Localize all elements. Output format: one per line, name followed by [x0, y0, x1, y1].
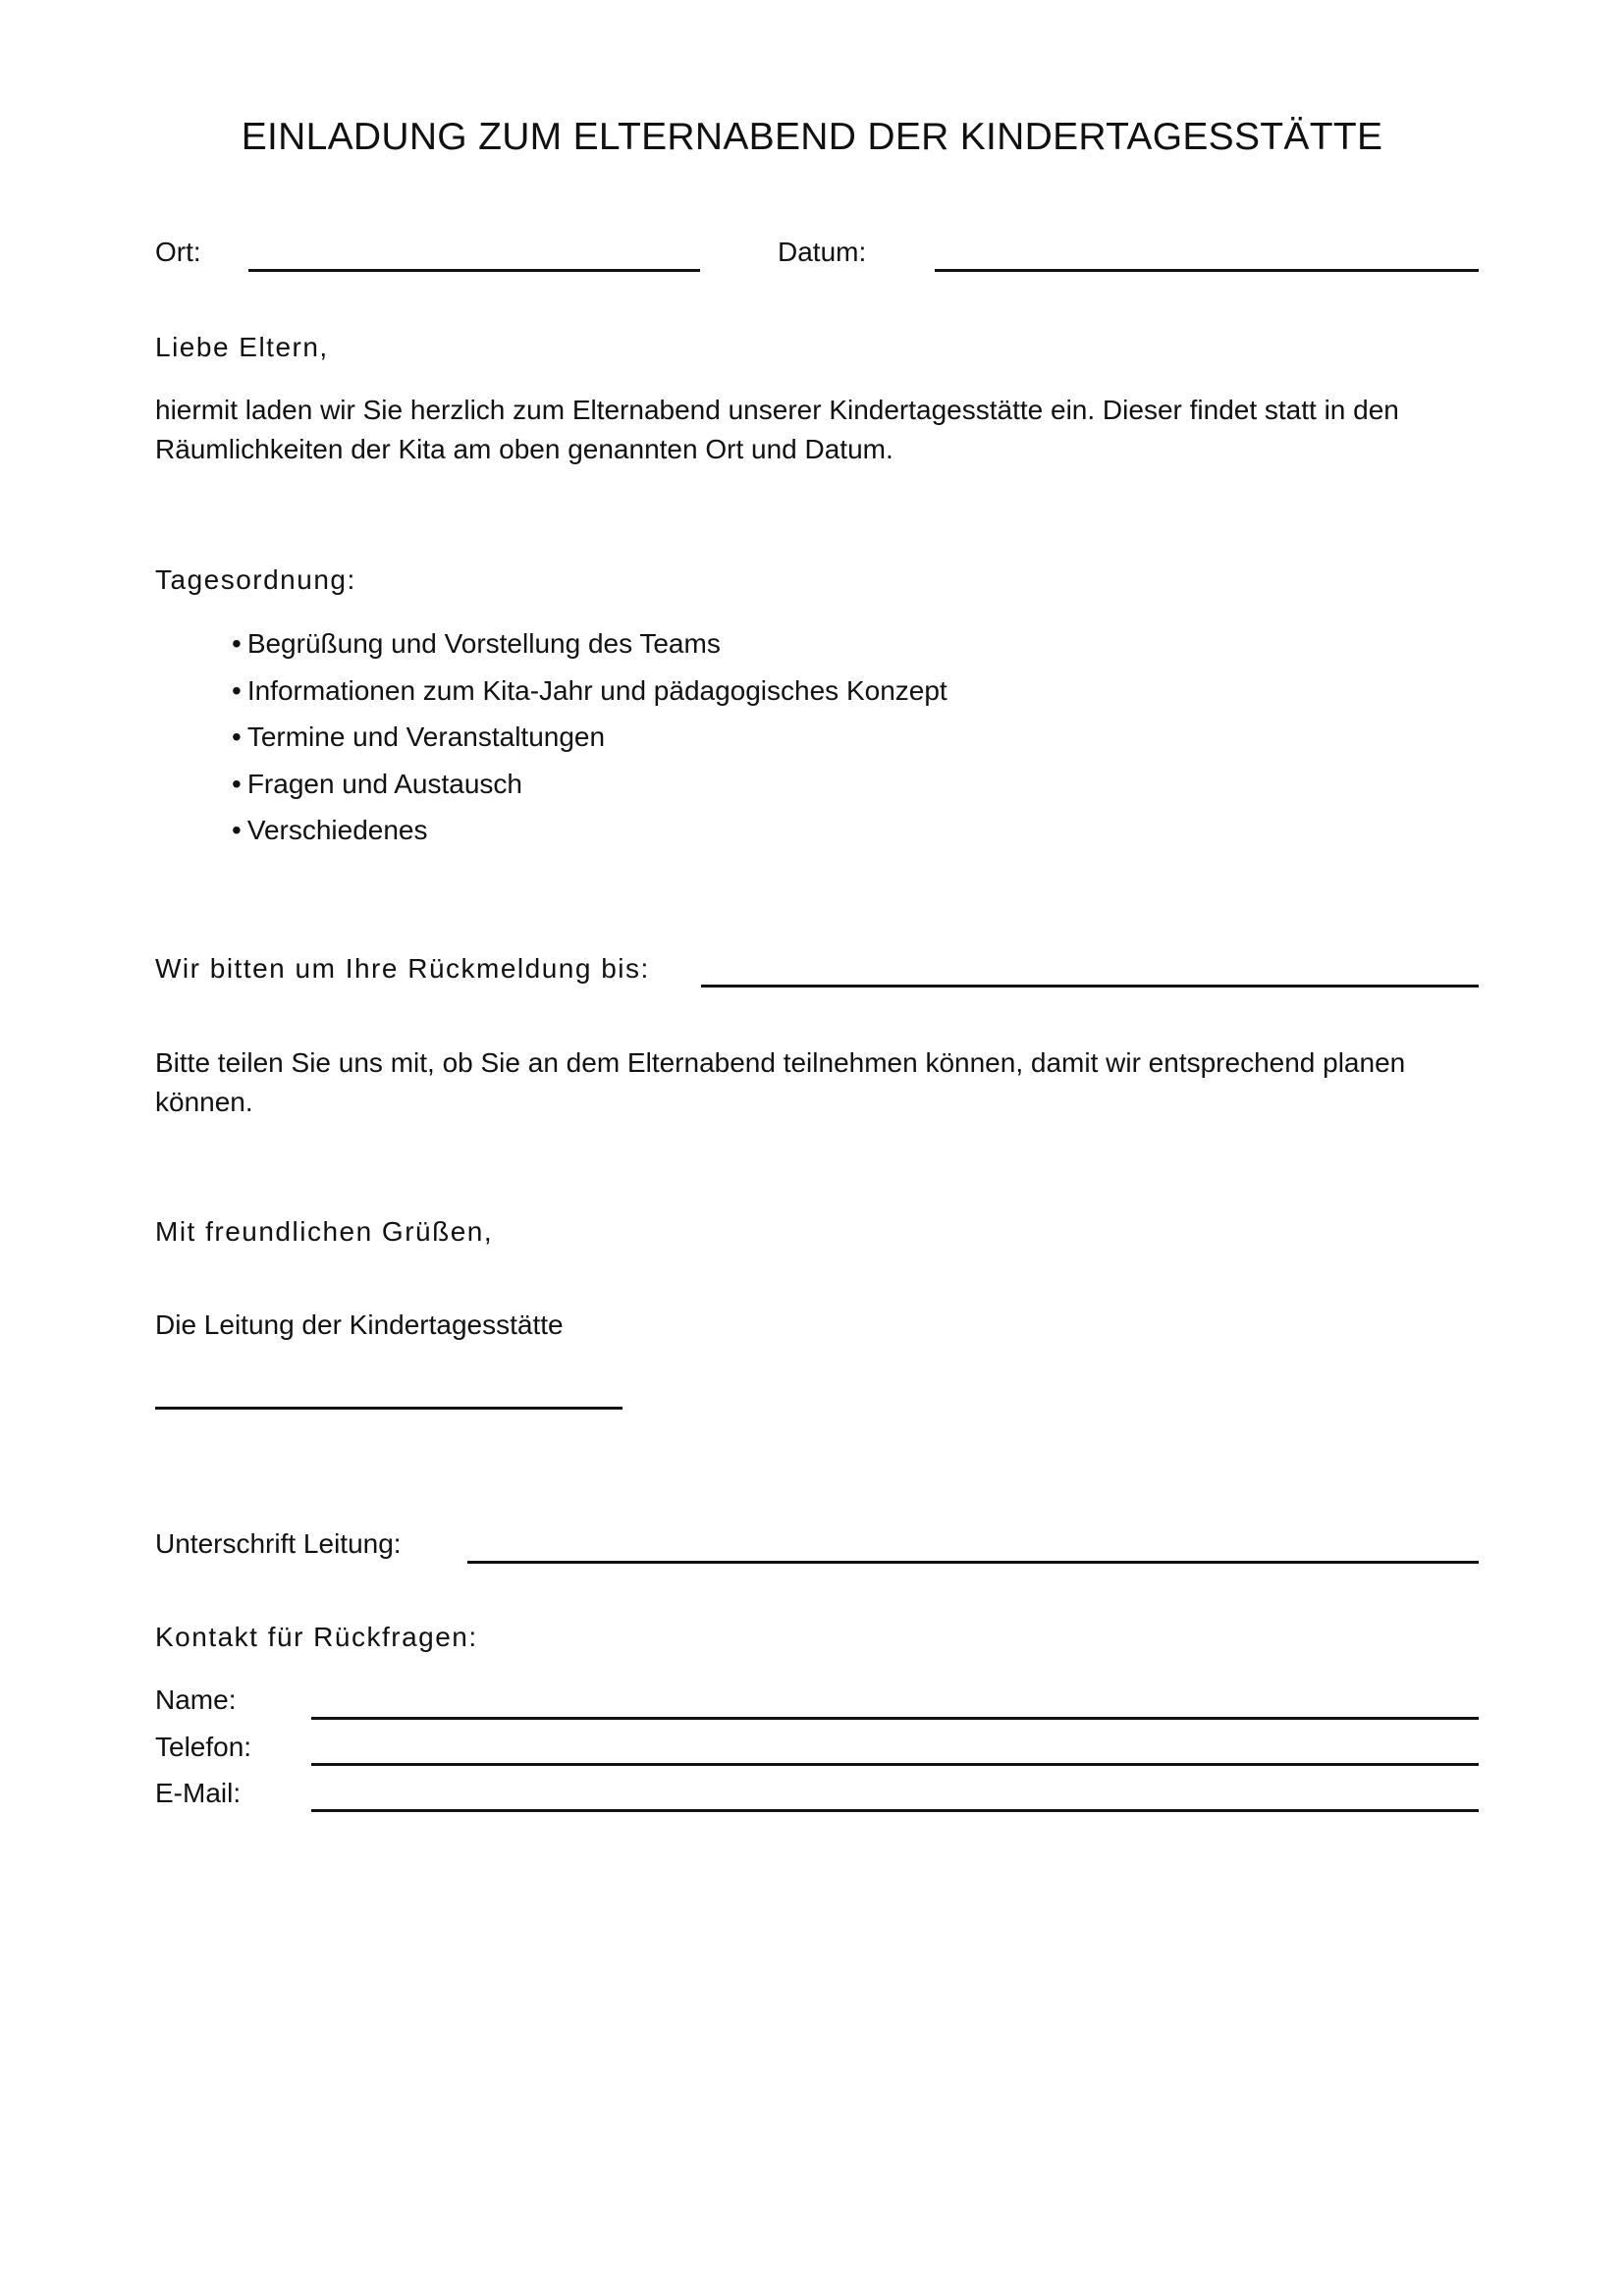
contact-telefon-line[interactable] [311, 1763, 1479, 1766]
agenda-item: • Informationen zum Kita-Jahr und pädagogisches Konzept [232, 671, 947, 719]
signature-line[interactable] [467, 1561, 1479, 1564]
datum-field-line[interactable] [935, 269, 1479, 272]
closing-greeting: Mit freundlichen Grüßen, [155, 1216, 494, 1247]
rsvp-date-line[interactable] [701, 985, 1479, 988]
ort-label: Ort: [155, 237, 201, 267]
agenda-item: • Verschiedenes [232, 811, 947, 858]
contact-name-label: Name: [155, 1684, 237, 1715]
sender-signature-line[interactable] [155, 1407, 623, 1410]
agenda-list [232, 624, 947, 858]
agenda-item: • Termine und Veranstaltungen [232, 718, 947, 765]
intro-paragraph: hiermit laden wir Sie herzlich zum Elternabend unserer Kindertagesstätte ein. Dieser findet statt in den Räumlichkeiten der Kita am oben genannten Ort und Datum. [155, 395, 1399, 464]
signature-label: Unterschrift Leitung: [155, 1528, 402, 1559]
contact-telefon-label: Telefon: [155, 1732, 252, 1762]
ort-field-line[interactable] [248, 269, 700, 272]
contact-heading: Kontakt für Rückfragen: [155, 1622, 478, 1652]
salutation: Liebe Eltern, [155, 332, 329, 362]
contact-email-label: E-Mail: [155, 1778, 242, 1808]
closing-sender: Die Leitung der Kindertagesstätte [155, 1309, 564, 1340]
document-title: EINLADUNG ZUM ELTERNABEND DER KINDERTAGESSTÄTTE [241, 116, 1383, 158]
agenda-item: • Fragen und Austausch [232, 765, 947, 812]
contact-name-line[interactable] [311, 1717, 1479, 1720]
datum-label: Datum: [778, 237, 867, 267]
rsvp-paragraph: Bitte teilen Sie uns mit, ob Sie an dem Elternabend teilnehmen können, damit wir entsprechend planen können. [155, 1047, 1406, 1117]
contact-email-line[interactable] [311, 1809, 1479, 1812]
rsvp-label: Wir bitten um Ihre Rückmeldung bis: [155, 953, 650, 984]
agenda-heading: Tagesordnung: [155, 564, 356, 595]
agenda-item: • Begrüßung und Vorstellung des Teams [232, 624, 947, 671]
